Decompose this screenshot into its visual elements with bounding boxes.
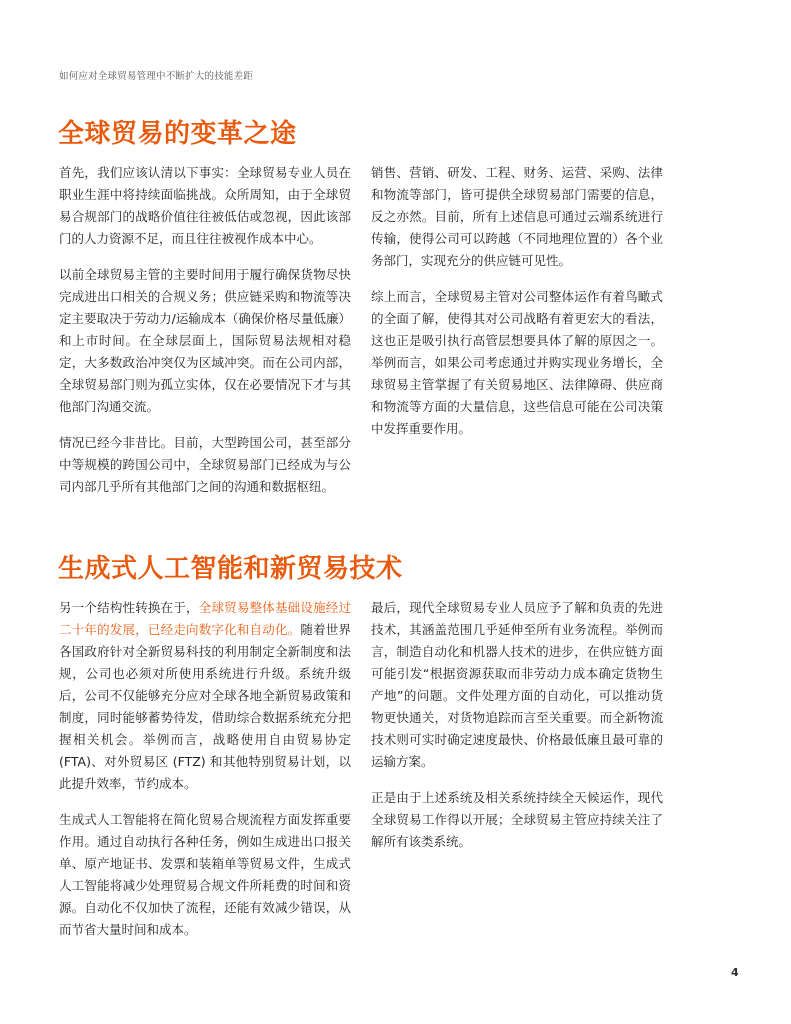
paragraph: 销售、营销、研发、工程、财务、运营、采购、法律和物流等部门，皆可提供全球贸易部门需要的信息，反之亦然。目前，所有上述信息可通过云端系统进行传输，使得公司可以跨越（不同地理位置的）各个业务部门，实现充分的供应链可见性。 [371,165,663,268]
paragraph [59,597,351,795]
paragraph: 情况已经今非昔比。目前，大型跨国公司，甚至部分中等规模的跨国公司中，全球贸易部门已经成为与公司内部几乎所有其他部门之间的沟通和数据枢纽。 [59,435,351,494]
section-title-generative-ai: 生成式人工智能和新贸易技术 [58,554,403,584]
section1-right-column [371,162,663,440]
paragraph: 正是由于上述系统及相关系统持续全天候运作，现代全球贸易工作得以开展；全球贸易主管应持续关注了解所有该类系统。 [371,790,663,849]
section2-left-column [59,597,351,941]
paragraph: 最后，现代全球贸易专业人员应予了解和负责的先进技术，其涵盖范围几乎延伸至所有业务流程。举例而言，制造自动化和机器人技术的进步，在供应链方面可能引发“根据资源获取而非劳动力成本确定货物生产地”的问题。文件处理方面的自动化，可以推动货物更快通关，对货物追踪而言至关重要。而全新物流技术则可实时确定速度最快、价格最低廉且最可靠的运输方案。 [371,600,663,769]
paragraph: 生成式人工智能将在简化贸易合规流程方面发挥重要作用。通过自动执行各种任务，例如生成进出口报关单、原产地证书、发票和装箱单等贸易文件，生成式人工智能将减少处理贸易合规文件所耗费的时间和资源。自动化不仅加快了流程，还能有效减少错误，从而节省大量时间和成本。 [59,812,351,937]
paragraph: 综上而言，全球贸易主管对公司整体运作有着鸟瞰式的全面了解，使得其对公司战略有着更宏大的看法，这也正是吸引执行高管层想要具体了解的原因之一。举例而言，如果公司考虑通过并购实现业务增长，全球贸易主管掌握了有关贸易地区、法律障碍、供应商和物流等方面的大量信息，这些信息可能在公司决策中发挥重要作用。 [371,289,663,436]
section-title-global-trade-transformation: 全球贸易的变革之途 [58,119,297,149]
page-number: 4 [731,966,739,979]
running-header: 如何应对全球贸易管理中不断扩大的技能差距 [59,71,254,82]
paragraph-text: 随着世界各国政府针对全新贸易科技的利用制定全新制度和法规，公司也必须对所使用系统进行升级。系统升级后，公司不仅能够充分应对全球各地全新贸易政策和制度，同时能够蓄势待发，借助综合数据系统充分把握相关机会。举例而言，战略使用自由贸易协定 (FTA)、对外贸易区 (FTZ) 和其他特别贸易计划，以此提升效率，节约成本。 [59,622,351,791]
paragraph-text: 另一个结构性转换在于， [59,600,199,615]
section1-left-column [59,162,351,498]
paragraph: 首先，我们应该认清以下事实：全球贸易专业人员在职业生涯中将持续面临挑战。众所周知，由于全球贸易合规部门的战略价值往往被低估或忽视，因此该部门的人力资源不足，而且往往被视作成本中心。 [59,165,351,246]
section2-right-column [371,597,663,853]
highlighted-text: 全球贸易整体基础设施经过二十年的发展，已经走向数字化和自动化。 [59,600,351,637]
paragraph: 以前全球贸易主管的主要时间用于履行确保货物尽快完成进出口相关的合规义务；供应链采购和物流等决定主要取决于劳动力/运输成本（确保价格尽量低廉）和上市时间。在全球层面上，国际贸易法规相对稳定，大多数政治冲突仅为区域冲突。而在公司内部，全球贸易部门则为孤立实体，仅在必要情况下才与其他部门沟通交流。 [59,267,351,414]
